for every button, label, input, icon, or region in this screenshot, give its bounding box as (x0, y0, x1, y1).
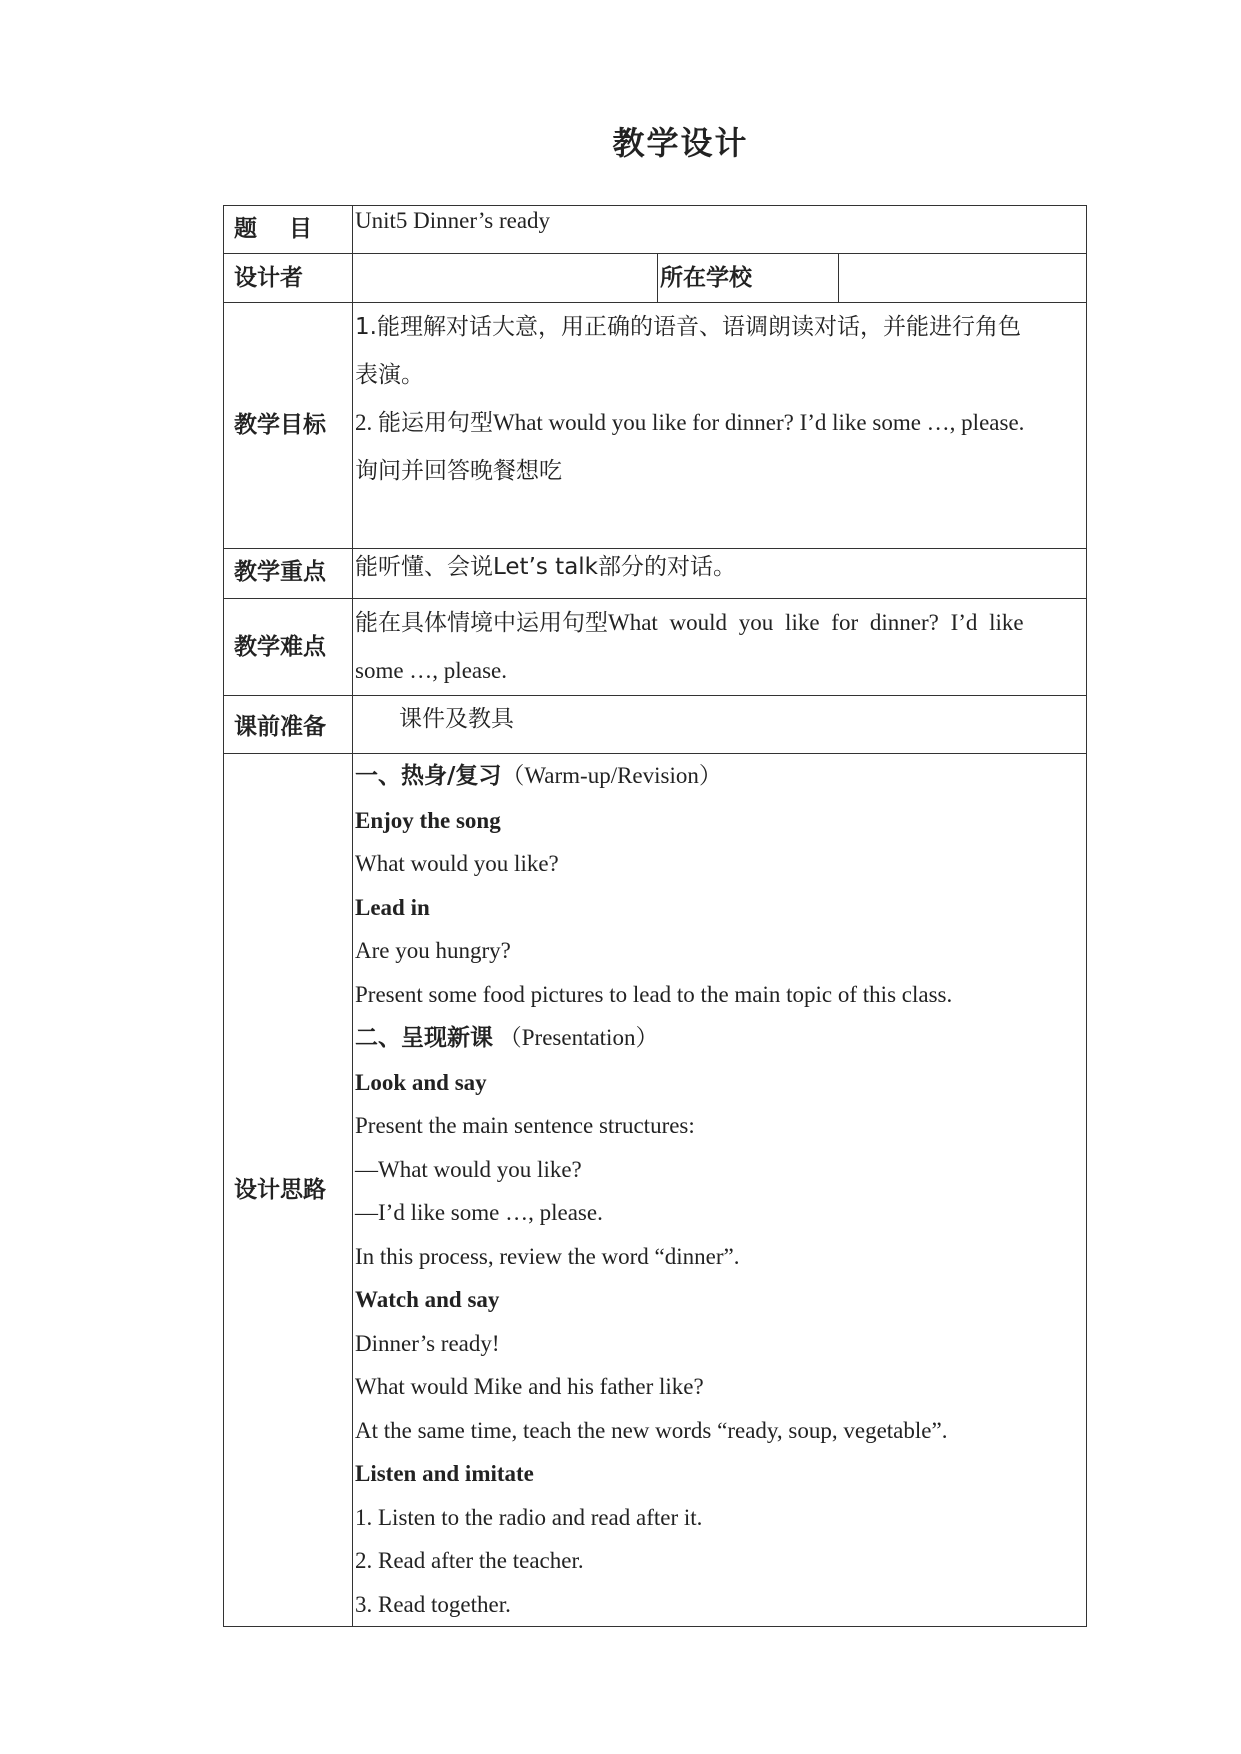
key-points-value: 能听懂、会说Let’s talk部分的对话。 (353, 549, 1087, 599)
key-points-label: 教学重点 (224, 549, 353, 599)
school-label: 所在学校 (658, 254, 839, 303)
plan-line: What would you like? (355, 851, 559, 876)
difficulties-row (224, 599, 1087, 696)
plan-line: In this process, review the word “dinner”. (355, 1243, 740, 1269)
topic-row (224, 206, 1087, 254)
plan-subheading: Watch and say (355, 1287, 500, 1312)
plan-line: 1. Listen to the radio and read after it. (355, 1504, 703, 1530)
plan-heading-en: （Presentation） (493, 1025, 659, 1050)
plan-line: Present some food pictures to lead to the main topic of this class. (355, 981, 953, 1007)
plan-subheading: Lead in (355, 894, 430, 920)
plan-subheading: Listen and imitate (355, 1461, 534, 1486)
design-value (353, 754, 1087, 1627)
designer-row (224, 254, 1087, 303)
plan-subheading: Enjoy the song (355, 807, 501, 833)
difficulty-line: some …, please. (355, 658, 508, 683)
topic-label-text: 题 目 (234, 216, 313, 242)
preparation-row (224, 696, 1087, 754)
objectives-label: 教学目标 (224, 303, 353, 549)
plan-line: 2. Read after the teacher. (355, 1548, 584, 1573)
plan-line: What would Mike and his father like? (355, 1374, 704, 1399)
topic-value (353, 206, 1087, 254)
plan-line: Present the main sentence structures: (355, 1113, 695, 1138)
objectives-row (224, 303, 1087, 549)
plan-line: At the same time, teach the new words “ready, soup, vegetable”. (355, 1417, 948, 1443)
objective-line: 2. 能运用句型What would you like for dinner? I’d like some …, please. (355, 410, 1025, 435)
objective-line: 表演。 (355, 362, 424, 388)
design-label: 设计思路 (224, 754, 353, 1627)
preparation-label: 课前准备 (224, 696, 353, 754)
plan-heading (355, 1016, 1084, 1061)
lesson-plan-table (223, 205, 1087, 1627)
plan-line: Dinner’s ready! (355, 1330, 500, 1356)
design-row (224, 754, 1087, 1627)
plan-heading-en: （Warm-up/Revision） (501, 763, 722, 788)
designer-label: 设计者 (224, 254, 353, 303)
plan-heading-cn: 二、呈现新课 (355, 1025, 493, 1051)
designer-value (353, 254, 658, 303)
topic-value-text: Unit5 Dinner’s ready (355, 208, 551, 233)
difficulty-line: 能在具体情境中运用句型What would you like for dinner? I’d like (355, 610, 1024, 635)
preparation-value: 课件及教具 (353, 696, 1087, 754)
page-title: 教学设计 (612, 124, 749, 162)
plan-line: 3. Read together. (355, 1591, 511, 1617)
plan-line: Are you hungry? (355, 938, 511, 963)
difficulties-label: 教学难点 (224, 599, 353, 696)
objectives-value (353, 303, 1087, 549)
plan-line: —What would you like? (355, 1156, 582, 1182)
school-value (839, 254, 1087, 303)
difficulties-value (353, 599, 1087, 696)
key-points-row (224, 549, 1087, 599)
objective-line: 询问并回答晚餐想吃 (355, 458, 562, 484)
plan-line: —I’d like some …, please. (355, 1200, 603, 1225)
plan-subheading: Look and say (355, 1069, 487, 1095)
objective-line: 1.能理解对话大意，用正确的语音、语调朗读对话，并能进行角色 (355, 314, 1021, 340)
plan-heading-cn: 一、热身/复习 (355, 763, 502, 789)
plan-heading (355, 754, 1084, 799)
topic-label (224, 206, 353, 254)
